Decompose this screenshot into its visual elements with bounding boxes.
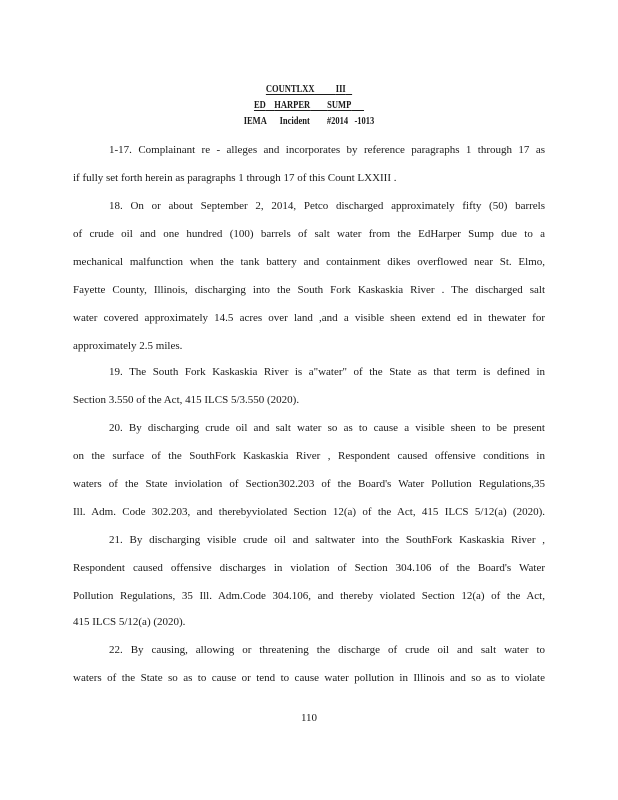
heading-sump: SUMP [327,100,352,111]
text-line: if fully set forth herein as paragraphs 1 through 17 of this Count LXXIII . [73,172,397,184]
heading-iema: IEMA [243,116,267,127]
heading-incident-number: #2014 [326,116,349,127]
heading-incident: Incident [279,116,310,127]
text-line: 19. The South Fork Kaskaskia River is a"water" of the State as that term is defined in [109,366,545,378]
text-line: Section 3.550 of the Act, 415 ILCS 5/3.550 (2020). [73,394,300,406]
heading-harper: HARPER [274,100,311,111]
heading-ed: ED [253,100,266,111]
text-line: 21. By discharging visible crude oil and saltwater into the SouthFork Kaskaskia River , [109,534,545,546]
text-line: Ill. Adm. Code 302.203, and therebyviolated Section 12(a) of the Act, 415 ILCS 5/12(a) (2020). [73,506,545,518]
heading-site-line [46,100,571,112]
text-line: Pollution Regulations, 35 Ill. Adm.Code 304.106, and thereby violated Section 12(a) of the Act, [73,590,545,602]
heading-count-line [46,84,571,96]
page-number: 110 [300,712,318,724]
text-line: 20. By discharging crude oil and salt water so as to cause a visible sheen to be present [109,422,545,434]
heading-incident-suffix: -1013 [354,116,375,127]
text-line: Respondent caused offensive discharges in violation of Section 304.106 of the Board's Water [73,562,545,574]
text-line: water covered approximately 14.5 acres over land ,and a visible sheen extend ed in thewater for [73,312,545,324]
text-line: approximately 2.5 miles. [73,340,183,352]
text-line: 1-17. Complainant re - alleges and incorporates by reference paragraphs 1 through 17 as [109,144,545,156]
text-line: 415 ILCS 5/12(a) (2020). [73,616,186,628]
text-line: on the surface of the SouthFork Kaskaskia River , Respondent caused offensive conditions in [73,450,545,462]
text-line: waters of the State inviolation of Section302.203 of the Board's Water Pollution Regulations,35 [73,478,545,490]
text-line: of crude oil and one hundred (100) barrels of salt water from the EdHarper Sump due to a [73,228,545,240]
text-line: Fayette County, Illinois, discharging into the South Fork Kaskaskia River . The discharged salt [73,284,545,296]
text-line: mechanical malfunction when the tank battery and containment dikes overflowed near St. Elmo, [73,256,545,268]
heading-count-number: III [335,84,346,95]
heading-incident-line [46,116,571,128]
text-line: 18. On or about September 2, 2014, Petco discharged approximately fifty (50) barrels [109,200,545,212]
text-line: waters of the State so as to cause or tend to cause water pollution in Illinois and so as to violate [73,672,545,684]
heading-count: COUNTLXX [265,84,315,95]
text-line: 22. By causing, allowing or threatening the discharge of crude oil and salt water to [109,644,545,656]
